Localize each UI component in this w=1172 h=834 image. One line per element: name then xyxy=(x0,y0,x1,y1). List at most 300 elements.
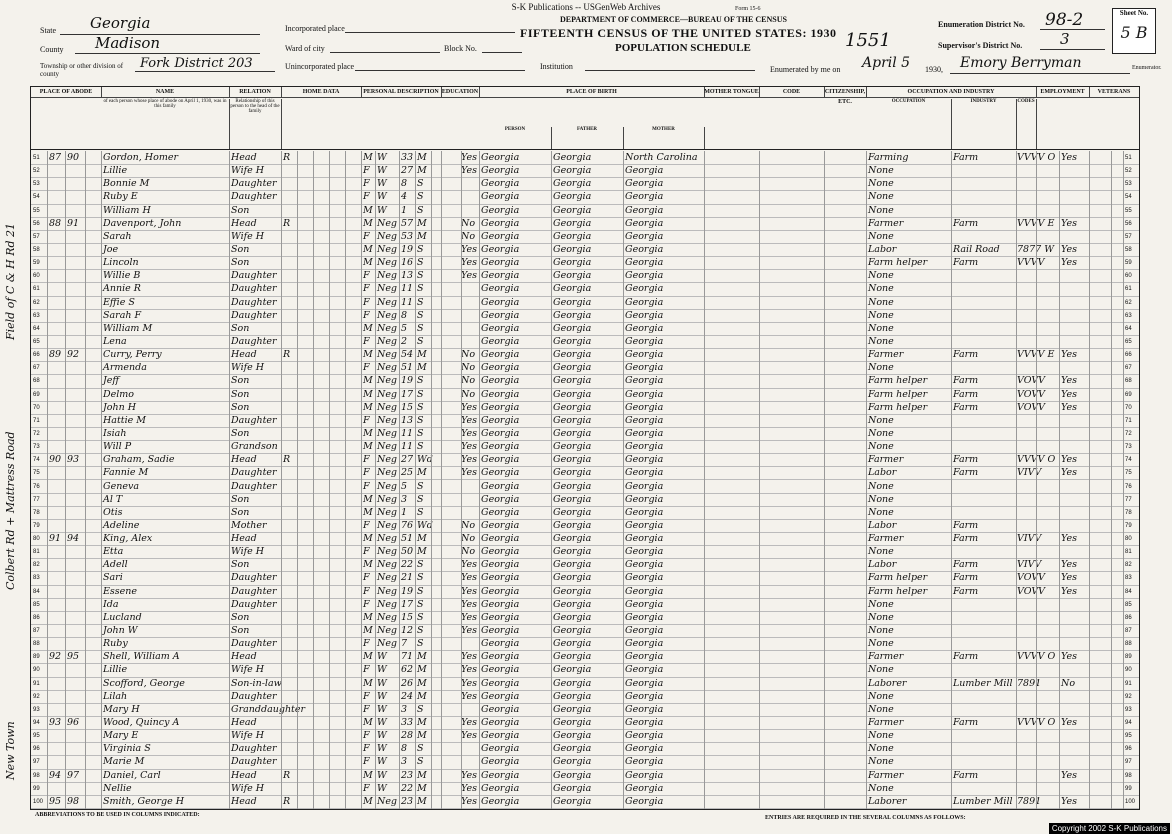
cell-rel: Wife H xyxy=(231,730,265,742)
cell-name: Mary E xyxy=(103,730,139,742)
cell-sex: F xyxy=(363,730,370,742)
cell-rel: Grandson xyxy=(231,441,278,453)
cell-sex: F xyxy=(363,191,370,203)
cell-rw: Yes xyxy=(461,165,477,177)
cell-age: 21 xyxy=(401,572,414,584)
cell-ind xyxy=(953,440,1015,454)
cell-ms: S xyxy=(417,322,424,334)
cell-code xyxy=(1017,493,1057,507)
year-label: 1930, xyxy=(925,65,943,74)
table-row xyxy=(31,493,1139,507)
cell-code: VOVV xyxy=(1017,585,1046,597)
cell-home xyxy=(283,545,297,559)
cell-ms: M xyxy=(417,769,427,781)
cell-age: 5 xyxy=(401,322,408,334)
cell-race: Neg xyxy=(377,427,398,439)
table-row xyxy=(31,177,1139,191)
cell-fob: Georgia xyxy=(553,217,592,229)
cell-name: Geneva xyxy=(103,480,139,492)
cell-sex: M xyxy=(363,388,373,400)
cell-ind xyxy=(953,598,1015,612)
line-number: 98 xyxy=(1125,772,1132,779)
cell-occ: None xyxy=(868,611,894,623)
cell-home xyxy=(283,690,297,704)
cell-fam: 98 xyxy=(67,795,80,807)
cell-fam xyxy=(67,243,85,257)
table-row xyxy=(31,480,1139,494)
cell-fam xyxy=(67,204,85,218)
cell-age: 12 xyxy=(401,625,414,637)
cell-name: Marie M xyxy=(103,756,145,768)
cell-age: 4 xyxy=(401,191,408,203)
cell-mob: Georgia xyxy=(625,296,664,308)
cell-race: Neg xyxy=(377,217,398,229)
cell-code xyxy=(1017,690,1057,704)
cell-occ: None xyxy=(868,283,894,295)
cell-sex: M xyxy=(363,257,373,269)
cell-fob: Georgia xyxy=(553,703,592,715)
cell-mob: Georgia xyxy=(625,322,664,334)
cell-occ: None xyxy=(868,178,894,190)
cell-rel: Daughter xyxy=(231,191,277,203)
cell-occ: None xyxy=(868,309,894,321)
cell-pob: Georgia xyxy=(481,493,520,505)
county-value: Madison xyxy=(95,34,161,52)
group-employment: EMPLOYMENT xyxy=(1036,87,1090,98)
cell-ms: S xyxy=(417,283,424,295)
cell-emp xyxy=(1061,729,1085,743)
industry-column-header: INDUSTRY xyxy=(951,99,1017,149)
cell-name: Nellie xyxy=(103,782,132,794)
cell-ind xyxy=(953,361,1015,375)
cell-rel: Daughter xyxy=(231,467,277,479)
cell-rw: Yes xyxy=(461,769,477,781)
cell-ind xyxy=(953,322,1015,336)
cell-home xyxy=(283,703,297,717)
cell-name: Sari xyxy=(103,572,123,584)
cell-home xyxy=(283,624,297,638)
cell-rel: Son xyxy=(231,204,250,216)
line-number: 86 xyxy=(1125,614,1132,621)
cell-emp: Yes xyxy=(1061,795,1077,807)
cell-dw: 89 xyxy=(49,349,62,361)
table-row xyxy=(31,598,1139,612)
cell-pob: Georgia xyxy=(481,664,520,676)
cell-name: Davenport, John xyxy=(103,217,182,229)
cell-home xyxy=(283,755,297,769)
line-number: 65 xyxy=(33,338,40,345)
cell-pob: Georgia xyxy=(481,165,520,177)
table-row xyxy=(31,361,1139,375)
cell-mob: Georgia xyxy=(625,743,664,755)
cell-dw xyxy=(49,493,65,507)
cell-rw: Yes xyxy=(461,677,477,689)
cell-emp xyxy=(1061,742,1085,756)
cell-mob: Georgia xyxy=(625,362,664,374)
cell-emp: Yes xyxy=(1061,533,1077,545)
cell-race: Neg xyxy=(377,388,398,400)
abbreviations-title: ABBREVIATIONS TO BE USED IN COLUMNS INDICATED: xyxy=(35,812,200,818)
cell-home xyxy=(283,637,297,651)
cell-sex: M xyxy=(363,204,373,216)
cell-pob: Georgia xyxy=(481,441,520,453)
cell-home xyxy=(283,493,297,507)
group-personal: PERSONAL DESCRIPTION xyxy=(361,87,442,98)
cell-mob: Georgia xyxy=(625,585,664,597)
cell-ms: S xyxy=(417,270,424,282)
cell-mob: Georgia xyxy=(625,756,664,768)
line-number: 84 xyxy=(1125,588,1132,595)
line-number: 75 xyxy=(33,470,40,477)
cell-pob: Georgia xyxy=(481,349,520,361)
cell-fam xyxy=(67,558,85,572)
cell-rel: Head xyxy=(231,769,257,781)
cell-ind: Farm xyxy=(953,572,979,584)
cell-pob: Georgia xyxy=(481,506,520,518)
side-note-2: Colbert Rd + Mattress Road xyxy=(4,431,17,590)
cell-mob: Georgia xyxy=(625,533,664,545)
cell-home: R xyxy=(283,349,291,361)
cell-name: Hattie M xyxy=(103,414,146,426)
cell-occ: None xyxy=(868,270,894,282)
cell-fam: 92 xyxy=(67,349,80,361)
cell-rel: Head xyxy=(231,651,257,663)
line-number: 55 xyxy=(1125,207,1132,214)
cell-occ: Farmer xyxy=(868,651,904,663)
line-number: 80 xyxy=(1125,536,1132,543)
cell-rw xyxy=(461,480,479,494)
cell-ms: S xyxy=(417,703,424,715)
cell-race: Neg xyxy=(377,467,398,479)
cell-ind xyxy=(953,729,1015,743)
cell-fob: Georgia xyxy=(553,756,592,768)
cell-code xyxy=(1017,598,1057,612)
cell-ms: M xyxy=(417,217,427,229)
cell-pob: Georgia xyxy=(481,152,520,163)
cell-pob: Georgia xyxy=(481,375,520,387)
cell-home: R xyxy=(283,152,291,163)
cell-fam xyxy=(67,729,85,743)
cell-rw: No xyxy=(461,519,476,531)
cell-dw xyxy=(49,742,65,756)
cell-code xyxy=(1017,309,1057,323)
table-row xyxy=(31,663,1139,677)
cell-fob: Georgia xyxy=(553,782,592,794)
cell-sex: F xyxy=(363,756,370,768)
line-number: 96 xyxy=(1125,746,1132,753)
cell-occ: Farming xyxy=(868,152,909,163)
cell-name: Fannie M xyxy=(103,467,149,479)
cell-rw: Yes xyxy=(461,730,477,742)
cell-rel: Daughter xyxy=(231,756,277,768)
cell-dw xyxy=(49,401,65,415)
cell-rw: Yes xyxy=(461,795,477,807)
cell-emp: Yes xyxy=(1061,717,1077,729)
line-number: 58 xyxy=(33,246,40,253)
table-row xyxy=(31,401,1139,415)
cell-code: VIVV xyxy=(1017,559,1042,571)
cell-age: 51 xyxy=(401,362,414,374)
cell-dw xyxy=(49,624,65,638)
cell-home xyxy=(283,677,297,691)
table-row xyxy=(31,611,1139,625)
cell-sex: F xyxy=(363,230,370,242)
cell-pob: Georgia xyxy=(481,703,520,715)
cell-fam xyxy=(67,703,85,717)
cell-home xyxy=(283,361,297,375)
cell-code: VVVV O xyxy=(1017,152,1056,163)
supervisor-label: Supervisor's District No. xyxy=(938,41,1023,50)
cell-race: Neg xyxy=(377,506,398,518)
cell-occ: None xyxy=(868,427,894,439)
cell-rel: Daughter xyxy=(231,296,277,308)
table-row xyxy=(31,388,1139,402)
cell-pob: Georgia xyxy=(481,756,520,768)
cell-race: Neg xyxy=(377,638,398,650)
cell-fob: Georgia xyxy=(553,651,592,663)
cell-ms: S xyxy=(417,191,424,203)
line-number: 53 xyxy=(33,181,40,188)
cell-ms: S xyxy=(417,743,424,755)
cell-dw xyxy=(49,558,65,572)
cell-name: Willie B xyxy=(103,270,141,282)
line-number: 67 xyxy=(1125,365,1132,372)
cell-pob: Georgia xyxy=(481,585,520,597)
cell-emp xyxy=(1061,230,1085,244)
cell-emp: Yes xyxy=(1061,454,1077,466)
cell-pob: Georgia xyxy=(481,690,520,702)
cell-home xyxy=(283,335,297,349)
sheet-box xyxy=(1112,8,1156,54)
cell-occ: None xyxy=(868,506,894,518)
cell-home xyxy=(283,296,297,310)
cell-age: 13 xyxy=(401,270,414,282)
cell-fam xyxy=(67,663,85,677)
cell-rel: Son xyxy=(231,493,250,505)
cell-pob: Georgia xyxy=(481,388,520,400)
line-number: 68 xyxy=(33,378,40,385)
cell-emp: Yes xyxy=(1061,217,1077,229)
cell-home xyxy=(283,611,297,625)
cell-race: Neg xyxy=(377,322,398,334)
table-row xyxy=(31,230,1139,244)
line-number: 89 xyxy=(33,654,40,661)
cell-race: W xyxy=(377,191,387,203)
cell-occ: None xyxy=(868,638,894,650)
cell-sex: M xyxy=(363,559,373,571)
cell-name: Al T xyxy=(103,493,123,505)
cell-emp xyxy=(1061,755,1085,769)
line-number: 97 xyxy=(33,759,40,766)
cell-pob: Georgia xyxy=(481,296,520,308)
table-row xyxy=(31,243,1139,257)
cell-occ: None xyxy=(868,480,894,492)
cell-home xyxy=(283,374,297,388)
cell-ms: M xyxy=(417,795,427,807)
line-number: 64 xyxy=(33,325,40,332)
publisher-header: S-K Publications -- USGenWeb Archives xyxy=(511,2,661,12)
cell-ind xyxy=(953,335,1015,349)
cell-name: Adeline xyxy=(103,519,140,531)
cell-dw xyxy=(49,427,65,441)
cell-fam xyxy=(67,440,85,454)
cell-home xyxy=(283,401,297,415)
cell-occ: None xyxy=(868,191,894,203)
table-row xyxy=(31,282,1139,296)
cell-mob: Georgia xyxy=(625,441,664,453)
cell-sex: M xyxy=(363,625,373,637)
cell-ms: S xyxy=(417,401,424,413)
cell-ms: M xyxy=(417,546,427,558)
cell-occ: Labor xyxy=(868,243,897,255)
cell-fob: Georgia xyxy=(553,795,592,807)
cell-rel: Son-in-law xyxy=(231,677,282,689)
schedule-title: POPULATION SCHEDULE xyxy=(615,42,751,54)
cell-race: W xyxy=(377,730,387,742)
cell-home xyxy=(283,506,297,520)
cell-emp xyxy=(1061,296,1085,310)
cell-rw xyxy=(461,322,479,336)
cell-name: Essene xyxy=(103,585,138,597)
cell-emp: Yes xyxy=(1061,769,1077,781)
cell-fob: Georgia xyxy=(553,165,592,177)
cell-name: John H xyxy=(103,401,137,413)
cell-name: Lillie xyxy=(103,664,128,676)
cell-fam: 95 xyxy=(67,651,80,663)
cell-rw: Yes xyxy=(461,559,477,571)
cell-home xyxy=(283,256,297,270)
cell-ind xyxy=(953,545,1015,559)
line-number: 70 xyxy=(33,404,40,411)
cell-rel: Wife H xyxy=(231,546,265,558)
cell-age: 5 xyxy=(401,480,408,492)
cell-rw: Yes xyxy=(461,664,477,676)
cell-fob: Georgia xyxy=(553,349,592,361)
line-number: 65 xyxy=(1125,338,1132,345)
table-row xyxy=(31,782,1139,796)
line-number: 95 xyxy=(1125,733,1132,740)
table-row xyxy=(31,466,1139,480)
cell-occ: None xyxy=(868,743,894,755)
cell-fob: Georgia xyxy=(553,467,592,479)
line-number: 59 xyxy=(1125,260,1132,267)
cell-code xyxy=(1017,742,1057,756)
cell-code xyxy=(1017,414,1057,428)
cell-mob: Georgia xyxy=(625,270,664,282)
cell-mob: Georgia xyxy=(625,204,664,216)
line-number: 69 xyxy=(1125,391,1132,398)
cell-ms: S xyxy=(417,493,424,505)
line-number: 78 xyxy=(33,509,40,516)
line-number: 83 xyxy=(33,575,40,582)
cell-occ: None xyxy=(868,690,894,702)
cell-code xyxy=(1017,282,1057,296)
side-note-3: New Town xyxy=(4,721,17,780)
group-mother-tongue: MOTHER TONGUE xyxy=(704,87,760,98)
cell-pob: Georgia xyxy=(481,217,520,229)
cell-emp: Yes xyxy=(1061,401,1077,413)
cell-name: Jeff xyxy=(103,375,120,387)
line-number: 79 xyxy=(33,522,40,529)
cell-emp: Yes xyxy=(1061,467,1077,479)
table-row xyxy=(31,545,1139,559)
cell-ind xyxy=(953,230,1015,244)
line-number: 89 xyxy=(1125,654,1132,661)
group-occupation: OCCUPATION AND INDUSTRY xyxy=(866,87,1037,98)
cell-occ: Farm helper xyxy=(868,257,928,269)
cell-code: 7891 xyxy=(1017,677,1042,689)
enumerator-label: Enumerator. xyxy=(1132,65,1162,71)
cell-rw: Yes xyxy=(461,651,477,663)
cell-home xyxy=(283,558,297,572)
line-number: 67 xyxy=(33,365,40,372)
cell-ms: S xyxy=(417,506,424,518)
cell-age: 33 xyxy=(401,717,414,729)
cell-name: Lillie xyxy=(103,165,128,177)
cell-mob: Georgia xyxy=(625,651,664,663)
cell-sex: M xyxy=(363,677,373,689)
line-number: 94 xyxy=(1125,720,1132,727)
cell-home xyxy=(283,742,297,756)
cell-mob: Georgia xyxy=(625,283,664,295)
line-number: 57 xyxy=(1125,233,1132,240)
cell-ind xyxy=(953,296,1015,310)
cell-fam xyxy=(67,637,85,651)
line-number: 58 xyxy=(1125,246,1132,253)
cell-pob: Georgia xyxy=(481,743,520,755)
cell-fob: Georgia xyxy=(553,730,592,742)
cell-ms: S xyxy=(417,414,424,426)
table-row xyxy=(31,532,1139,546)
cell-occ: Farm helper xyxy=(868,572,928,584)
cell-age: 24 xyxy=(401,690,414,702)
cell-rel: Son xyxy=(231,388,250,400)
line-number: 51 xyxy=(33,155,40,161)
cell-fob: Georgia xyxy=(553,335,592,347)
cell-rel: Head xyxy=(231,454,257,466)
line-number: 53 xyxy=(1125,181,1132,188)
cell-name: Lincoln xyxy=(103,257,139,269)
cell-sex: F xyxy=(363,270,370,282)
cell-sex: M xyxy=(363,152,373,163)
cell-mob: Georgia xyxy=(625,309,664,321)
cell-sex: F xyxy=(363,454,370,466)
cell-emp xyxy=(1061,624,1085,638)
father-column-header: FATHER xyxy=(551,127,624,149)
cell-code: VVVV O xyxy=(1017,651,1056,663)
line-number: 99 xyxy=(33,785,40,792)
line-number: 77 xyxy=(33,496,40,503)
table-row xyxy=(31,453,1139,467)
enumerated-date: April 5 xyxy=(862,55,911,71)
cell-name: Lilah xyxy=(103,690,128,702)
state-value: Georgia xyxy=(90,14,151,32)
line-number: 55 xyxy=(33,207,40,214)
line-number: 77 xyxy=(1125,496,1132,503)
cell-ind xyxy=(953,755,1015,769)
cell-code xyxy=(1017,703,1057,717)
cell-rel: Son xyxy=(231,257,250,269)
cell-mob: Georgia xyxy=(625,165,664,177)
cell-age: 23 xyxy=(401,795,414,807)
cell-ind xyxy=(953,493,1015,507)
person-column-header: PERSON xyxy=(479,127,552,149)
cell-age: 19 xyxy=(401,375,414,387)
table-row xyxy=(31,624,1139,638)
cell-code xyxy=(1017,519,1057,533)
cell-fob: Georgia xyxy=(553,533,592,545)
cell-age: 53 xyxy=(401,230,414,242)
